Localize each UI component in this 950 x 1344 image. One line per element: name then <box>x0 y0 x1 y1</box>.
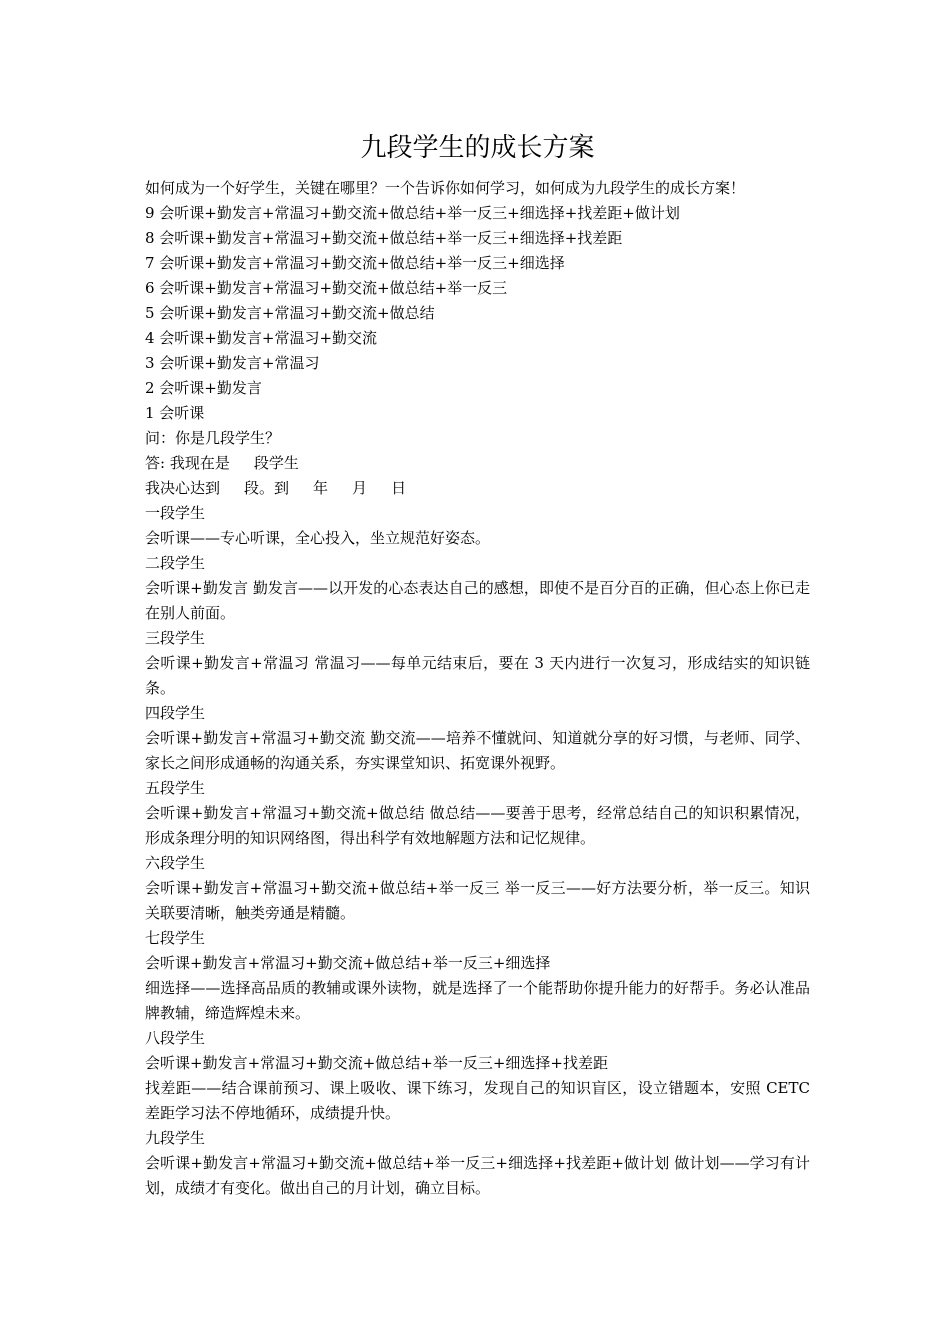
document-title: 九段学生的成长方案 <box>360 133 595 163</box>
section-formula: 会听课+勤发言+常温习+勤交流+做总结+举一反三+细选择 <box>145 954 551 972</box>
section-heading: 七段学生 <box>145 929 206 947</box>
section-heading: 一段学生 <box>145 504 206 522</box>
resolve-part-3: 年 <box>313 479 329 497</box>
section-level-2 <box>145 551 810 626</box>
section-heading: 四段学生 <box>145 704 206 722</box>
section-heading: 三段学生 <box>145 629 206 647</box>
section-level-9 <box>145 1126 810 1201</box>
section-heading: 二段学生 <box>145 554 206 572</box>
question-text: 问：你是几段学生？ <box>145 429 281 447</box>
section-heading: 八段学生 <box>145 1029 206 1047</box>
resolve-line <box>145 476 810 501</box>
section-level-6 <box>145 851 810 926</box>
section-heading: 九段学生 <box>145 1129 206 1147</box>
answer-line <box>145 451 810 476</box>
section-level-1 <box>145 501 810 551</box>
section-level-5 <box>145 776 810 851</box>
resolve-part-5: 日 <box>391 479 407 497</box>
level-item-3: 3 会听课+勤发言+常温习 <box>145 354 320 372</box>
resolve-part-4: 月 <box>352 479 368 497</box>
answer-suffix: 段学生 <box>253 454 299 472</box>
section-body: 找差距——结合课前预习、课上吸收、课下练习，发现自己的知识盲区，设立错题本，安照 CETC 差距学习法不停地循环，成绩提升快。 <box>145 1079 810 1122</box>
section-formula: 会听课+勤发言+常温习+勤交流+做总结+举一反三+细选择+找差距 <box>145 1054 608 1072</box>
level-item-8: 8 会听课+勤发言+常温习+勤交流+做总结+举一反三+细选择+找差距 <box>145 229 623 247</box>
level-item-7: 7 会听课+勤发言+常温习+勤交流+做总结+举一反三+细选择 <box>145 254 565 272</box>
section-level-8 <box>145 1026 810 1126</box>
section-body: 会听课+勤发言+常温习 常温习——每单元结束后，要在 3 天内进行一次复习，形成结实的知识链条。 <box>145 654 810 697</box>
section-level-4 <box>145 701 810 776</box>
intro-text: 如何成为一个好学生，关键在哪里？一个告诉你如何学习，如何成为九段学生的成长方案！ <box>145 179 746 197</box>
level-item-9: 9 会听课+勤发言+常温习+勤交流+做总结+举一反三+细选择+找差距+做计划 <box>145 204 680 222</box>
level-item-4: 4 会听课+勤发言+常温习+勤交流 <box>145 329 378 347</box>
level-list <box>145 201 810 426</box>
section-heading: 六段学生 <box>145 854 206 872</box>
resolve-part-2: 段。到 <box>244 479 290 497</box>
section-body: 会听课+勤发言 勤发言——以开发的心态表达自己的感想，即使不是百分百的正确，但心态上你已走在别人前面。 <box>145 579 810 622</box>
section-heading: 五段学生 <box>145 779 206 797</box>
section-body: 会听课+勤发言+常温习+勤交流+做总结 做总结——要善于思考，经常总结自己的知识积累情况，形成条理分明的知识网络图，得出科学有效地解题方法和记忆规律。 <box>145 804 810 847</box>
resolve-part-1: 我决心达到 <box>145 479 221 497</box>
section-body: 会听课+勤发言+常温习+勤交流+做总结+举一反三+细选择+找差距+做计划 做计划——学习有计划，成绩才有变化。做出自己的月计划，确立目标。 <box>145 1154 810 1197</box>
section-body: 会听课+勤发言+常温习+勤交流 勤交流——培养不懂就问、知道就分享的好习惯，与老师、同学、家长之间形成通畅的沟通关系，夯实课堂知识、拓宽课外视野。 <box>145 729 810 772</box>
section-body: 会听课——专心听课，全心投入，坐立规范好姿态。 <box>145 529 491 547</box>
section-level-7 <box>145 926 810 1026</box>
answer-prefix: 答: 我现在是 <box>145 454 230 472</box>
level-item-1: 1 会听课 <box>145 404 205 422</box>
section-body: 会听课+勤发言+常温习+勤交流+做总结+举一反三 举一反三——好方法要分析，举一反三。知识关联要清晰，触类旁通是精髓。 <box>145 879 810 922</box>
section-body: 细选择——选择高品质的教辅或课外读物，就是选择了一个能帮助你提升能力的好帮手。务必认准品牌教辅，缔造辉煌未来。 <box>145 979 810 1022</box>
level-item-5: 5 会听课+勤发言+常温习+勤交流+做总结 <box>145 304 435 322</box>
level-item-2: 2 会听课+勤发言 <box>145 379 262 397</box>
level-item-6: 6 会听课+勤发言+常温习+勤交流+做总结+举一反三 <box>145 279 508 297</box>
document-page <box>145 128 810 1201</box>
section-level-3 <box>145 626 810 701</box>
